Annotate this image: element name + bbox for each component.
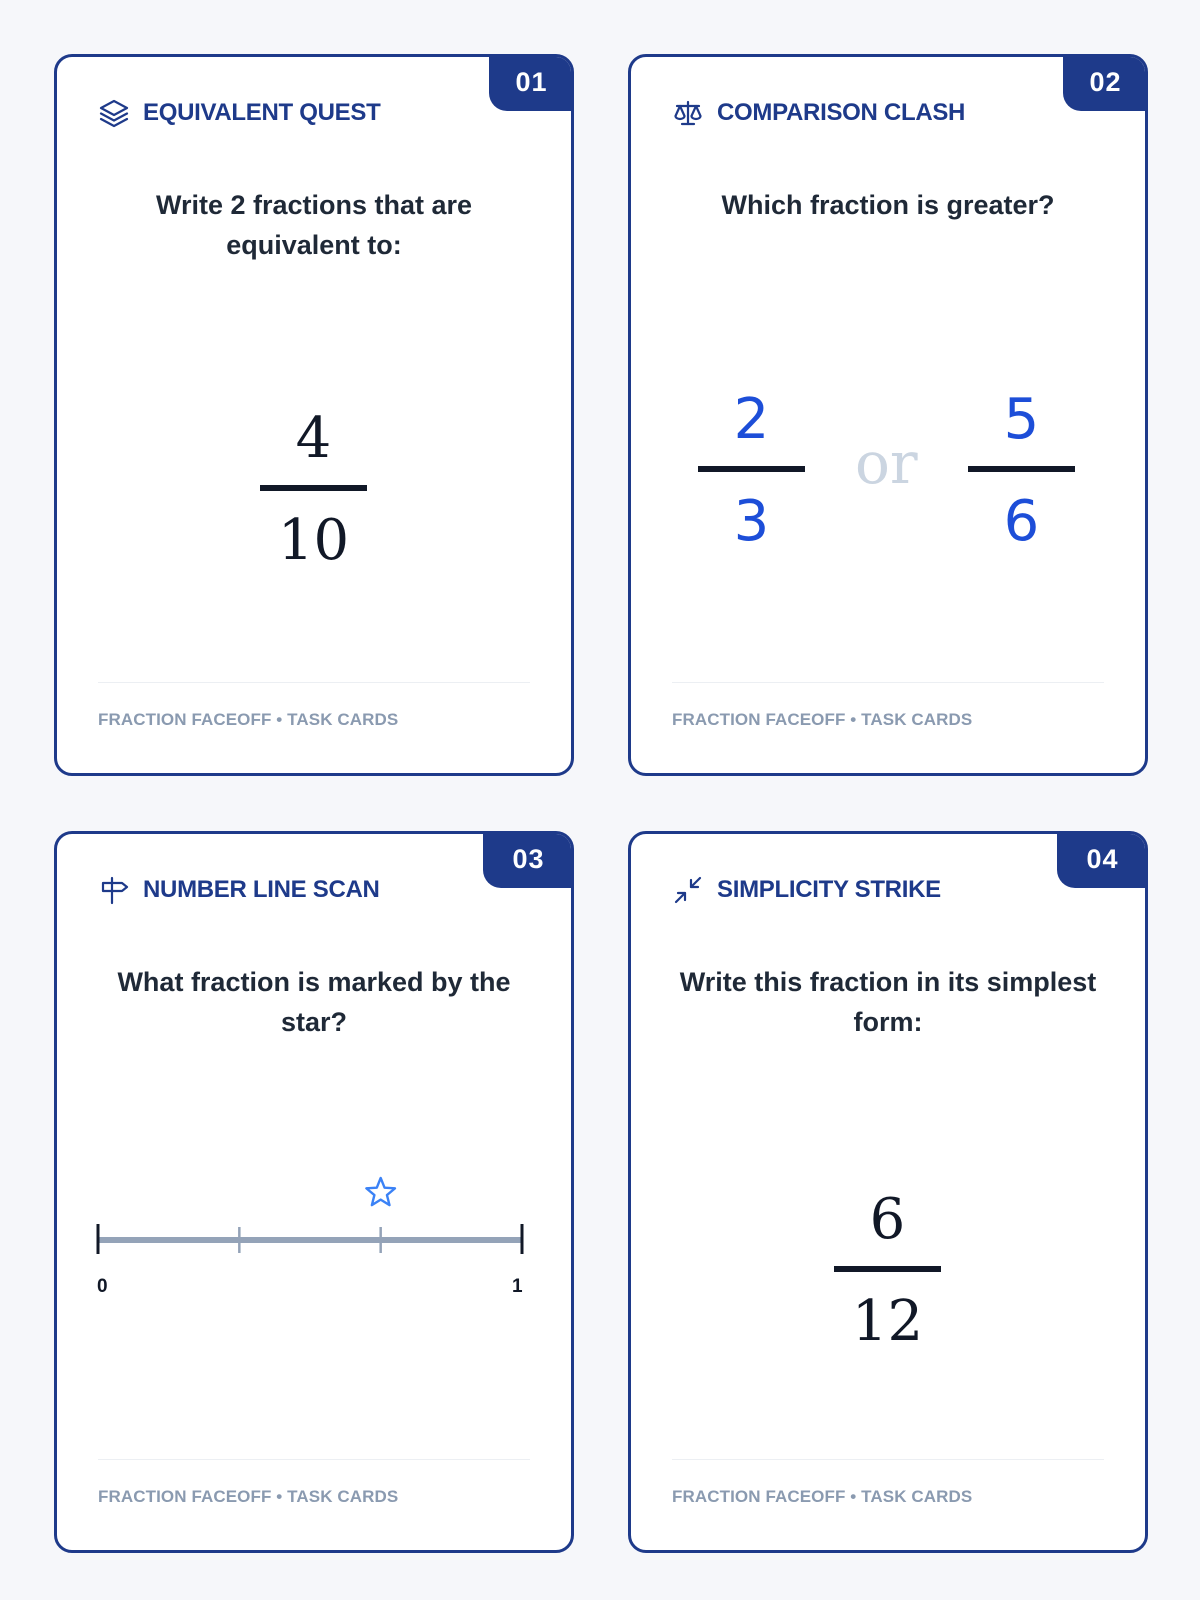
card-header bbox=[98, 97, 380, 129]
card-title: SIMPLICITY STRIKE bbox=[717, 876, 941, 903]
number-line-end-label: 1 bbox=[512, 1276, 523, 1297]
card-title: EQUIVALENT QUEST bbox=[143, 99, 381, 126]
fraction-denominator: 12 bbox=[851, 1289, 924, 1354]
card-question: Write this fraction in its simplest form: bbox=[679, 967, 1097, 1037]
card-footer: FRACTION FACEOFF • TASK CARDS bbox=[672, 1487, 973, 1506]
card-header bbox=[672, 874, 941, 906]
card-header bbox=[98, 874, 380, 906]
or-connector: or bbox=[855, 429, 918, 497]
card-question: Write 2 fractions that are equivalent to: bbox=[155, 190, 473, 260]
fraction-numerator: 4 bbox=[295, 406, 332, 471]
fraction-denominator: 10 bbox=[277, 508, 350, 573]
card-question: What fraction is marked by the star? bbox=[117, 967, 511, 1037]
card-question: Which fraction is greater? bbox=[721, 190, 1055, 220]
task-card-comparison-clash bbox=[628, 54, 1148, 776]
fraction-bar bbox=[968, 466, 1075, 472]
scale-icon bbox=[672, 97, 704, 129]
card-title: COMPARISON CLASH bbox=[717, 99, 966, 126]
fraction-denominator: 3 bbox=[733, 489, 770, 554]
card-footer: FRACTION FACEOFF • TASK CARDS bbox=[98, 1487, 399, 1506]
footer-divider bbox=[98, 682, 530, 683]
task-card-simplicity-strike bbox=[628, 831, 1148, 1553]
fraction-display bbox=[260, 406, 367, 573]
star-icon bbox=[366, 1178, 395, 1205]
number-line bbox=[92, 1174, 532, 1254]
footer-divider bbox=[98, 1459, 530, 1460]
card-number-badge: 02 bbox=[1063, 54, 1148, 111]
fraction-bar bbox=[260, 485, 367, 491]
task-card-equivalent-quest bbox=[54, 54, 574, 776]
fraction-b bbox=[968, 387, 1075, 554]
fraction-bar bbox=[834, 1266, 941, 1272]
card-footer: FRACTION FACEOFF • TASK CARDS bbox=[98, 710, 399, 729]
card-header bbox=[672, 97, 965, 129]
fraction-bar bbox=[698, 466, 805, 472]
fraction-display bbox=[834, 1187, 941, 1354]
fraction-numerator: 2 bbox=[733, 387, 770, 452]
card-number-badge: 01 bbox=[489, 54, 574, 111]
task-card-number-line-scan bbox=[54, 831, 574, 1553]
footer-divider bbox=[672, 682, 1104, 683]
card-number-badge: 03 bbox=[483, 831, 574, 888]
compress-arrows-icon bbox=[672, 874, 704, 906]
fraction-numerator: 6 bbox=[869, 1187, 906, 1252]
card-title: NUMBER LINE SCAN bbox=[143, 876, 380, 903]
fraction-numerator: 5 bbox=[1003, 387, 1040, 452]
fraction-a bbox=[698, 387, 805, 554]
card-number-badge: 04 bbox=[1057, 831, 1148, 888]
fraction-denominator: 6 bbox=[1003, 489, 1040, 554]
card-footer: FRACTION FACEOFF • TASK CARDS bbox=[672, 710, 973, 729]
footer-divider bbox=[672, 1459, 1104, 1460]
number-line-start-label: 0 bbox=[97, 1276, 108, 1297]
layers-icon bbox=[98, 97, 130, 129]
signpost-icon bbox=[98, 874, 130, 906]
